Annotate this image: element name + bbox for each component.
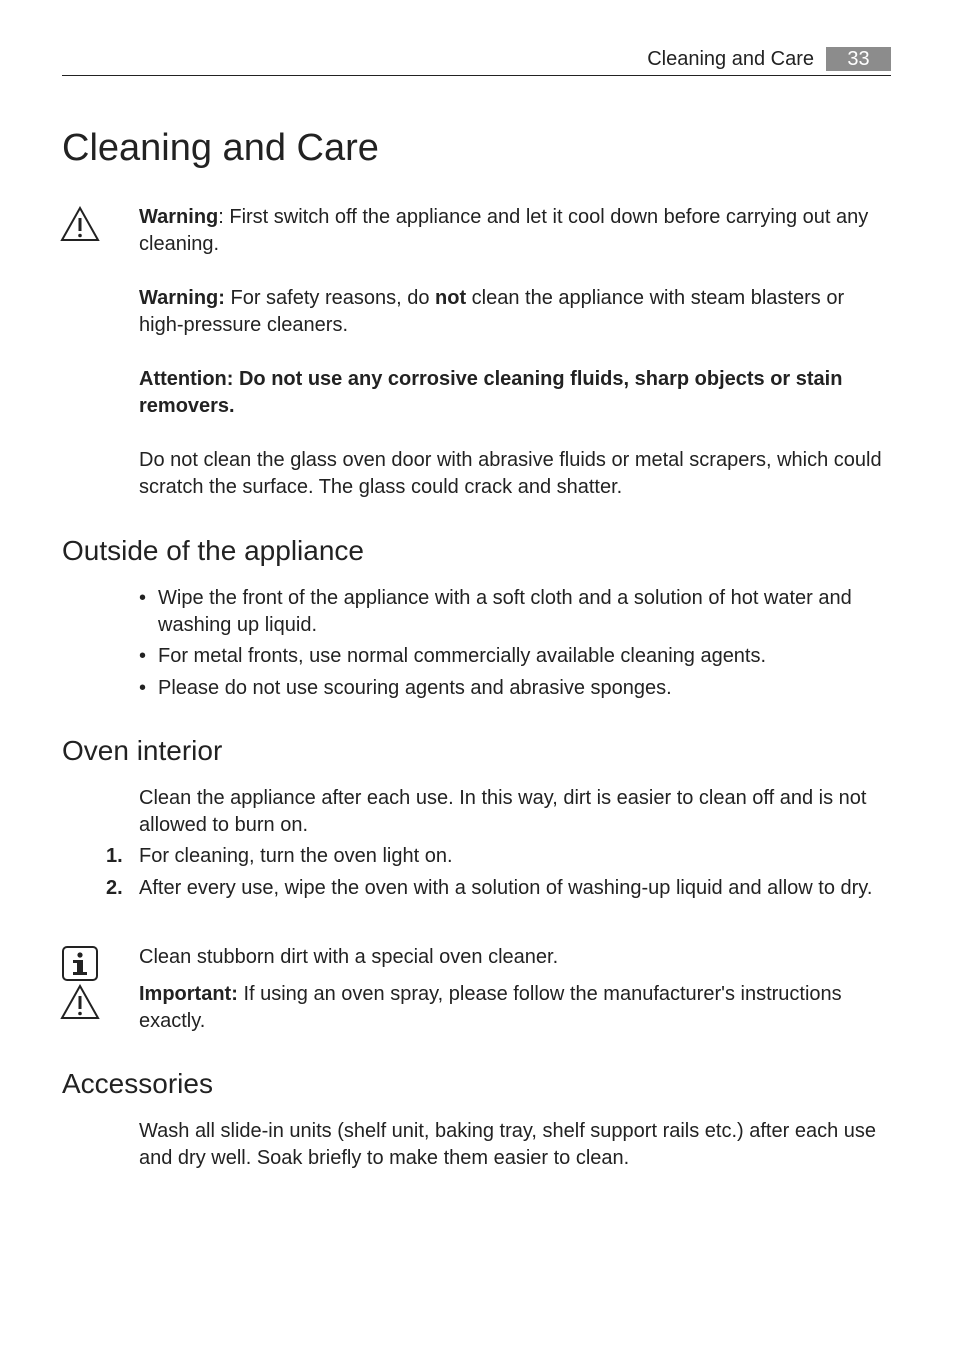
- glass-door-note: Do not clean the glass oven door with abrasive fluids or metal scrapers, which could scratch the surface. The glass could crack and shatter.: [139, 449, 882, 498]
- important-text: If using an oven spray, please follow the manufacturer's instructions exactly.: [139, 983, 842, 1032]
- warning-text: For safety reasons, do: [224, 287, 436, 309]
- emphasis-not: not: [435, 287, 467, 309]
- warning-switch-off: [139, 204, 891, 258]
- warning-text: clean the appliance with steam blasters or high-pressure cleaners.: [139, 287, 845, 336]
- step-number: 2.: [106, 877, 123, 899]
- warning-label: Warning:: [139, 287, 225, 309]
- interior-intro: Clean the appliance after each use. In this way, dirt is easier to clean off and is not allowed to burn on.: [139, 787, 867, 836]
- important-label: Important:: [139, 983, 238, 1005]
- page-number: 33: [826, 47, 891, 71]
- section-heading-accessories: Accessories: [62, 1068, 213, 1099]
- warning-steam: [139, 285, 891, 339]
- list-item: [139, 643, 891, 670]
- step-text: After every use, wipe the oven with a solution of washing-up liquid and allow to dry.: [139, 877, 873, 899]
- list-item: [139, 675, 891, 702]
- page-title: Cleaning and Care: [62, 127, 379, 169]
- info-note: Clean stubborn dirt with a special oven cleaner.: [139, 946, 559, 968]
- warning-text: : First switch off the appliance and let it cool down before carrying out any cleaning.: [139, 206, 869, 255]
- step-number: 1.: [106, 845, 123, 867]
- list-item-text: Please do not use scouring agents and abrasive sponges.: [158, 677, 672, 699]
- list-item-text: For metal fronts, use normal commercially available cleaning agents.: [158, 645, 767, 667]
- running-header-title: Cleaning and Care: [647, 48, 814, 70]
- attention-text: Attention: Do not use any corrosive cleaning fluids, sharp objects or stain removers.: [139, 368, 843, 417]
- section-heading-interior: Oven interior: [62, 735, 223, 766]
- list-item-text: Wipe the front of the appliance with a soft cloth and a solution of hot water and washing up liquid.: [158, 587, 852, 636]
- accessories-text: Wash all slide-in units (shelf unit, baking tray, shelf support rails etc.) after each use and dry well. Soak briefly to make them easier to clean.: [139, 1120, 877, 1169]
- bullet: •: [139, 677, 147, 699]
- bullet: •: [139, 587, 147, 609]
- warning-label: Warning: [139, 206, 219, 228]
- important-note: [139, 981, 891, 1035]
- header-rule: [62, 75, 891, 76]
- warning-triangle-icon: [60, 206, 100, 242]
- bullet: •: [139, 645, 147, 667]
- list-item: [139, 585, 891, 639]
- info-icon: [60, 946, 100, 982]
- step-text: For cleaning, turn the oven light on.: [139, 845, 453, 867]
- section-heading-outside: Outside of the appliance: [62, 535, 364, 566]
- warning-triangle-icon: [60, 984, 100, 1020]
- attention-note: [139, 366, 891, 420]
